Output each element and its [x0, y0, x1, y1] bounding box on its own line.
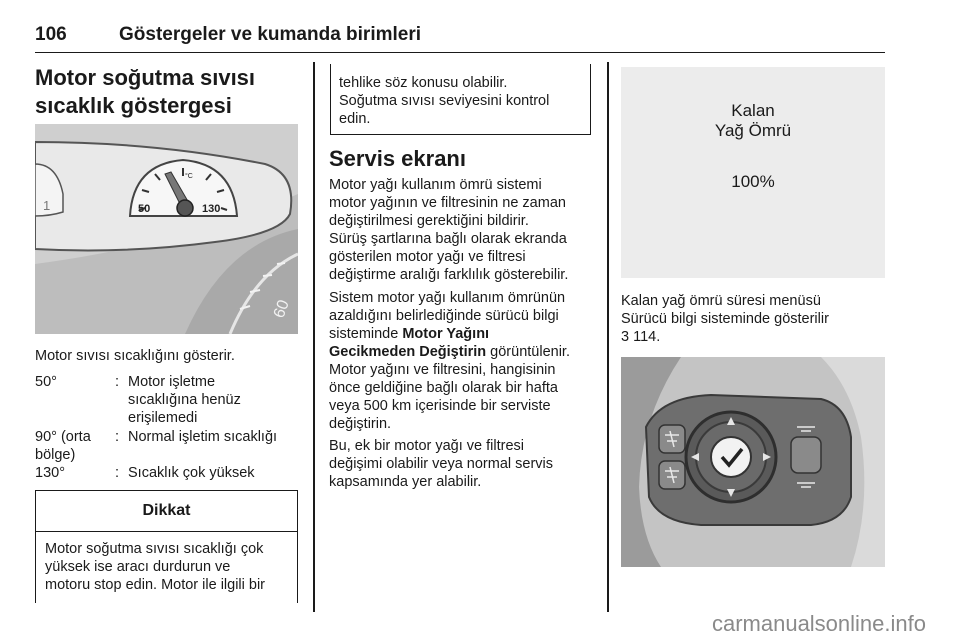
page-ref: 114.	[629, 329, 661, 345]
caution-box	[35, 490, 298, 603]
display-line-1: Kalan	[731, 101, 775, 120]
page-number: 106	[35, 24, 67, 45]
caution-text: Motor soğutma sıvısı sıcaklığı çok yüksek ise aracı durdurun ve motoru stop edin. Motor ile ilgili bir	[45, 541, 266, 593]
heading-line-2: sıcaklık göstergesi	[35, 93, 232, 118]
header-title: Göstergeler ve kumanda birimleri	[119, 24, 422, 45]
coolant-gauge-illustration	[35, 124, 298, 334]
oil-life-display-illustration	[621, 67, 885, 278]
service-paragraph-2: Sistem motor yağı kullanım ömrünün azaldığını belirlediğinde sürücü bilgi sisteminde Motor Yağını Gecikmeden Değiştirin görüntülenir. Motor yağını ve filtresini, hangisinin önce geldiğine bağlı olarak bir hafta veya 500 km içerisinde bir serviste değiştirin.	[329, 290, 570, 432]
term-130: 130°	[35, 465, 65, 481]
display-line-2: Yağ Ömrü	[714, 121, 792, 140]
heading-line-1: Motor soğutma sıvısı	[35, 65, 256, 90]
page-ref-arrow-icon: 3	[621, 329, 630, 345]
desc-50: Motor işletme sıcaklığına henüz erişilemedi	[128, 374, 241, 426]
steering-wheel-controls-illustration	[621, 357, 885, 567]
page-header	[35, 22, 885, 53]
caution-title: Dikkat	[36, 491, 297, 532]
service-paragraph-3: Bu, ek bir motor yağı ve filtresi değişimi olabilir veya normal servis kapsamında yer alabilir.	[329, 438, 554, 490]
gauge-label-high: 130	[202, 203, 221, 215]
term-90: 90° (orta bölge)	[35, 429, 91, 463]
message-bold-1: Motor Yağını	[402, 326, 490, 342]
gauge-unit: °C	[185, 173, 193, 180]
caution-continuation-box: tehlike söz konusu olabilir. Soğutma sıvısı seviyesini kontrol edin.	[330, 64, 591, 135]
service-paragraph-1: Motor yağı kullanım ömrü sistemi motor yağının ve filtresinin ne zaman değiştirilmesi gerektiğini bildirir. Sürüş şartlarına bağlı olarak ekranda gösterilen motor yağı ve filtresi değiştirme aralığı farklılık gösterebilir.	[329, 177, 569, 283]
column-divider-left	[313, 62, 315, 612]
gauge-intro: Motor sıvısı sıcaklığını gösterir.	[35, 348, 235, 364]
display-value: 100%	[731, 172, 775, 191]
term-50: 50°	[35, 374, 57, 390]
watermark: carmanualsonline.info	[711, 611, 926, 636]
svg-text:60: 60	[270, 297, 293, 321]
section-heading-service: Servis ekranı	[329, 146, 466, 171]
gauge-label-low: 50	[138, 203, 151, 215]
message-bold-2: Gecikmeden Değiştirin	[329, 344, 487, 360]
display-caption: Kalan yağ ömrü süresi menüsü Sürücü bilgi sisteminde gösterilir 3 114.	[621, 293, 829, 345]
section-heading-coolant	[35, 64, 305, 120]
desc-90: Normal işletim sıcaklığı	[128, 429, 278, 445]
desc-130: Sıcaklık çok yüksek	[128, 465, 255, 481]
svg-text:1: 1	[43, 198, 51, 213]
column-divider-right	[607, 62, 609, 612]
